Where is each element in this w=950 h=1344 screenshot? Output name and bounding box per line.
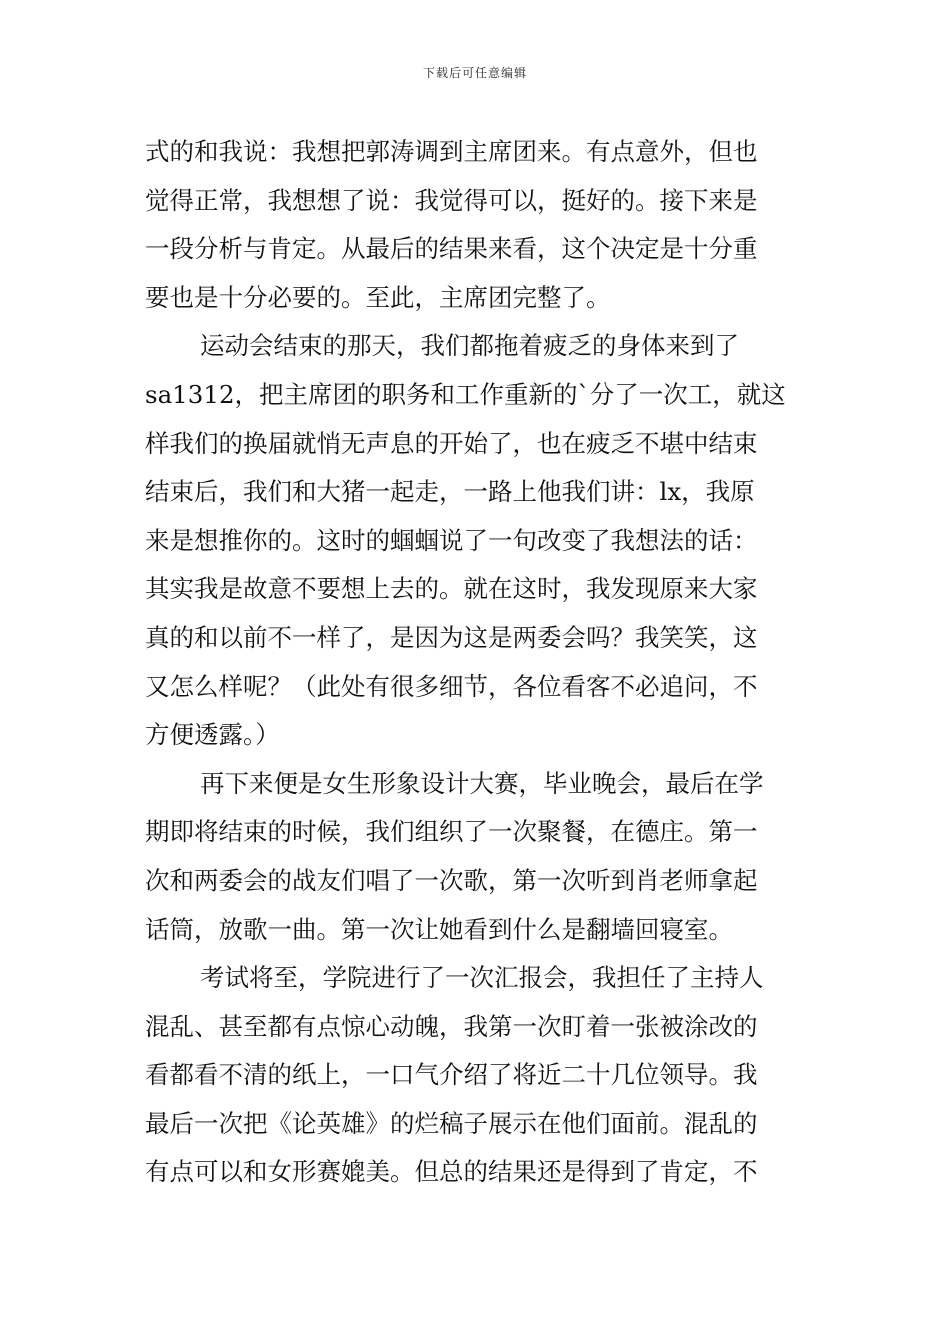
text-line: 一段分析与肯定。从最后的结果来看，这个决定是十分重 [145, 234, 758, 264]
page-header: 下载后可任意编辑 [422, 66, 527, 80]
text-line: 考试将至，学院进行了一次汇报会，我担任了主持人 [200, 963, 764, 993]
text-line: 混乱、甚至都有点惊心动魄，我第一次盯着一张被涂改的 [145, 1011, 758, 1041]
text-line: 方便透露。） [145, 720, 280, 750]
text-line: 话筒，放歌一曲。第一次让她看到什么是翻墙回寝室。 [145, 914, 733, 944]
text-line: 来是想推你的。这时的蝈蝈说了一句改变了我想法的话： [145, 525, 758, 555]
text-line: 次和两委会的战友们唱了一次歌，第一次听到肖老师拿起 [145, 865, 758, 895]
document-body [145, 128, 805, 1197]
text-line: 要也是十分必要的。至此，主席团完整了。 [145, 282, 611, 312]
text-line: 式的和我说：我想把郭涛调到主席团来。有点意外，但也 [145, 137, 758, 166]
text-line: 其实我是故意不要想上去的。就在这时，我发现原来大家 [145, 574, 758, 604]
text-line: 再下来便是女生形象设计大赛，毕业晚会，最后在学 [200, 768, 764, 798]
text-line: 期即将结束的时候，我们组织了一次聚餐，在德庄。第一 [145, 817, 758, 847]
text-line: 真的和以前不一样了，是因为这是两委会吗？我笑笑，这 [145, 622, 758, 652]
text-line: 又怎么样呢？（此处有很多细节，各位看客不必追问，不 [145, 671, 758, 701]
text-line: 最后一次把《论英雄》的烂稿子展示在他们面前。混乱的 [145, 1108, 758, 1138]
text-line: 运动会结束的那天，我们都拖着疲乏的身体来到了 [200, 331, 739, 361]
text-line: 样我们的换届就悄无声息的开始了，也在疲乏不堪中结束 [145, 428, 758, 458]
text-line: 有点可以和女形赛媲美。但总的结果还是得到了肯定，不 [145, 1157, 758, 1187]
text-line: 结束后，我们和大猪一起走，一路上他我们讲：lx，我原 [145, 477, 755, 507]
text-line: 觉得正常，我想想了说：我觉得可以，挺好的。接下来是 [145, 185, 758, 215]
text-line: sa1312，把主席团的职务和工作重新的`分了一次工，就这 [145, 379, 786, 409]
text-line: 看都看不清的纸上，一口气介绍了将近二十几位领导。我 [145, 1060, 758, 1090]
